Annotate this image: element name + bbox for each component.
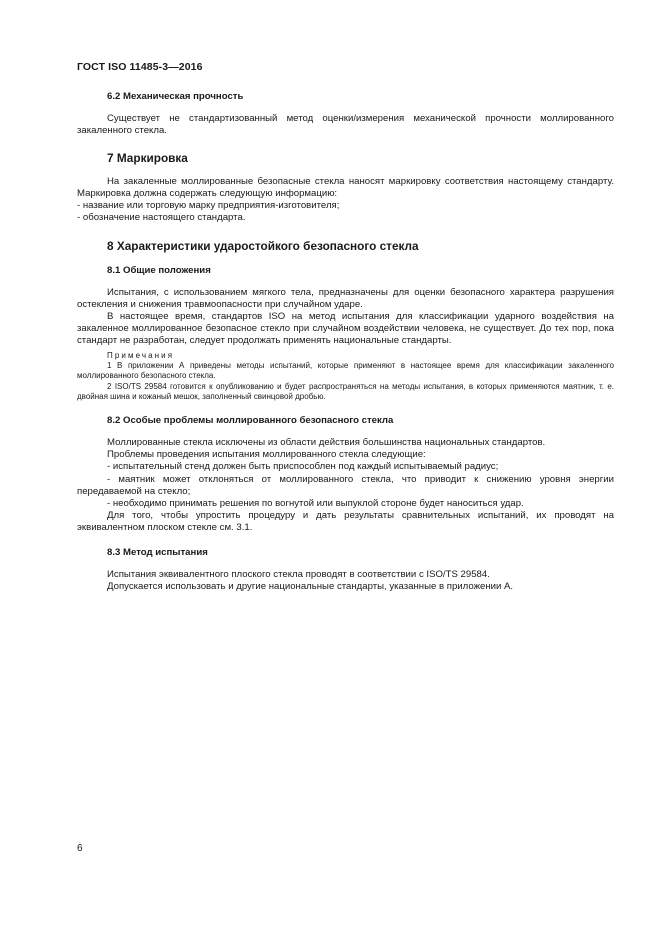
section-8-2-heading: 8.2 Особые проблемы моллированного безопасного стекла bbox=[107, 415, 394, 427]
section-8-3-paragraph-1: Испытания эквивалентного плоского стекла проводят в соответствии с ISO/TS 29584. bbox=[107, 568, 490, 580]
document-body bbox=[77, 90, 614, 593]
section-8-1-heading: 8.1 Общие положения bbox=[107, 264, 211, 276]
section-6-2-paragraph: Существует не стандартизованный метод оценки/измерения механической прочности моллированного закаленного стекла. bbox=[77, 113, 614, 137]
section-8-2-paragraph-2: Проблемы проведения испытания моллированного стекла следующие: bbox=[107, 449, 426, 461]
section-7-list-item-1: - название или торговую марку предприятия-изготовителя; bbox=[77, 200, 340, 212]
section-7-list-item-2: - обозначение настоящего стандарта. bbox=[77, 212, 246, 224]
section-8-3-paragraph-2: Допускается использовать и другие национальные стандарты, указанные в приложении А. bbox=[107, 581, 514, 593]
notes-title: Примечания bbox=[107, 351, 175, 361]
section-8-3-heading: 8.3 Метод испытания bbox=[107, 546, 208, 558]
document-header: ГОСТ ISO 11485-3—2016 bbox=[77, 61, 203, 73]
section-8-1-paragraph-2: В настоящее время, стандартов ISO на метод испытания для классификации ударного воздействия на закаленное моллированное безопасное стекло при случайном воздействии человека, не существует. До тех пор, пока стандарт не разработан, следует продолжать применять национальные стандарты. bbox=[77, 310, 614, 346]
page-number: 6 bbox=[77, 843, 83, 854]
section-6-2-heading: 6.2 Механическая прочность bbox=[107, 91, 244, 102]
section-8-2-paragraph-1: Моллированные стекла исключены из области действия большинства национальных стандартов. bbox=[107, 437, 546, 449]
section-8-2-list-item-1: - испытательный стенд должен быть приспособлен под каждый испытываемый радиус; bbox=[107, 461, 499, 473]
section-7-paragraph: На закаленные моллированные безопасные стекла наносят маркировку соответствия настоящему стандарту. Маркировка должна содержать следующую информацию: bbox=[77, 176, 614, 200]
section-7-heading: 7 Маркировка bbox=[107, 151, 188, 166]
section-8-1-paragraph-1: Испытания, с использованием мягкого тела, предназначены для оценки безопасного характера разрушения остекления и снижения травмоопасности при случайном ударе. bbox=[77, 286, 614, 310]
section-8-2-list-item-2: - маятник может отклоняться от моллированного стекла, что приводит к снижению уровня энергии передаваемой на стекло; bbox=[77, 473, 614, 497]
section-8-2-list-item-3: - необходимо принимать решения по вогнутой или выпуклой стороне будет наноситься удар. bbox=[107, 497, 524, 509]
section-8-2-paragraph-3: Для того, чтобы упростить процедуру и дать результаты сравнительных испытаний, их проводят на эквивалентном плоском стекле см. 3.1. bbox=[77, 509, 614, 533]
note-2: 2 ISO/TS 29584 готовится к опубликованию и будет распространяться на методы испытания, в которых применяются маятник, т. е. двойная шина и кожаный мешок, заполненный свинцовой дробью. bbox=[77, 381, 614, 401]
note-1: 1 В приложении А приведены методы испытаний, которые применяют в настоящее время для классификации закаленного моллированного безопасного стекла. bbox=[77, 361, 614, 381]
section-8-heading: 8 Характеристики ударостойкого безопасного стекла bbox=[107, 238, 419, 253]
